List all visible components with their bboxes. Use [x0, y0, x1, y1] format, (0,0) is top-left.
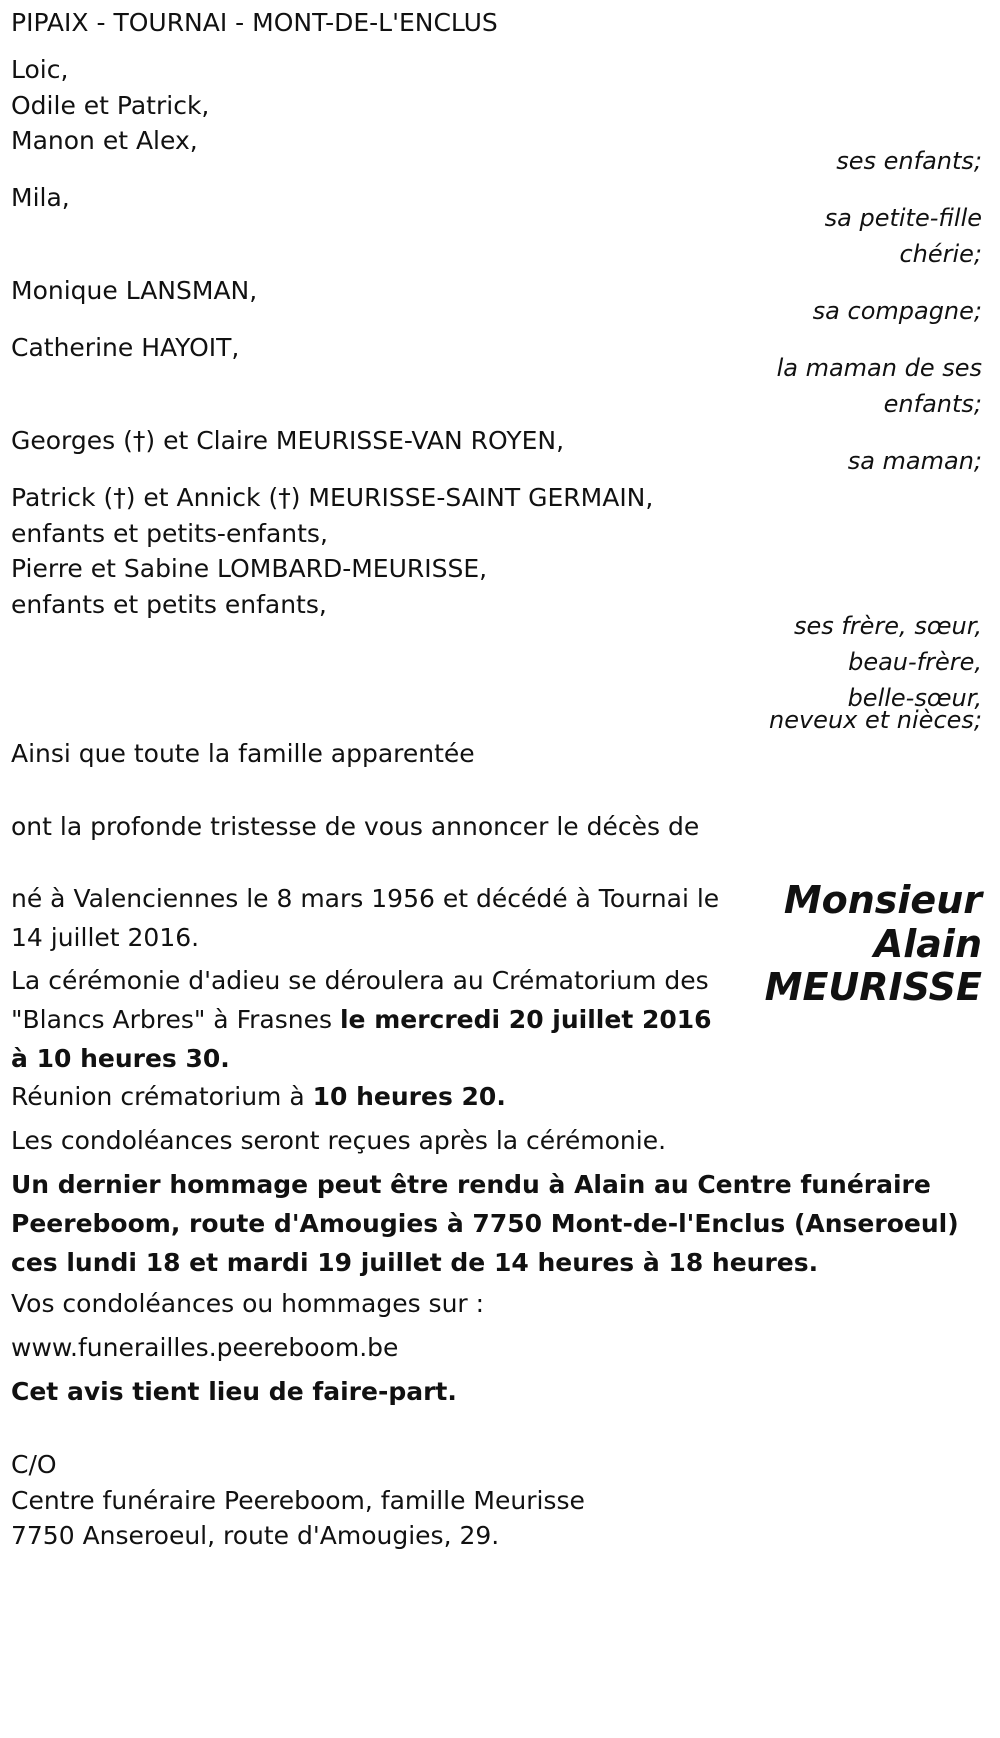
co-address-line1: Centre funéraire Peereboom, famille Meurisse	[11, 1486, 585, 1515]
relation-label: sa compagne;	[812, 297, 982, 325]
deceased-last-name: MEURISSE	[764, 965, 982, 1009]
online-label: Vos condoléances ou hommages sur :	[11, 1289, 485, 1318]
relation-label: belle-sœur,	[847, 684, 982, 712]
relation-label: chérie;	[899, 240, 982, 268]
family-name: enfants et petits-enfants,	[11, 519, 328, 548]
relation-label: neveux et nièces;	[769, 706, 982, 734]
deceased-title: Monsieur	[783, 878, 982, 922]
relation-label: sa maman;	[847, 447, 982, 475]
notice-text: Cet avis tient lieu de faire-part.	[11, 1377, 457, 1406]
family-name: Pierre et Sabine LOMBARD-MEURISSE,	[11, 554, 488, 583]
family-name: Georges (†) et Claire MEURISSE-VAN ROYEN,	[11, 426, 565, 455]
relation-label: ses frère, sœur,	[793, 612, 982, 640]
location-header: PIPAIX - TOURNAI - MONT-DE-L'ENCLUS	[11, 8, 498, 37]
ceremony-text	[11, 962, 731, 1078]
tribute-text: Un dernier hommage peut être rendu à Alain au Centre funéraire Peereboom, route d'Amougies à 7750 Mont-de-l'Enclus (Anseroeul) ces lundi 18 et mardi 19 juillet de 14 heures à 18 heures.	[11, 1170, 959, 1277]
ceremony-text-regular: La cérémonie d'adieu se déroulera au Crématorium des "Blancs Arbres" à Frasnes	[11, 966, 709, 1034]
family-name: Loic,	[11, 55, 69, 84]
co-address-line2: 7750 Anseroeul, route d'Amougies, 29.	[11, 1521, 500, 1550]
family-extra: Ainsi que toute la famille apparentée	[11, 739, 475, 768]
relation-label: enfants;	[883, 390, 982, 418]
relation-label: ses enfants;	[836, 147, 982, 175]
family-name: Odile et Patrick,	[11, 91, 210, 120]
meeting-time: 10 heures 20.	[312, 1082, 506, 1111]
condolences-text: Les condoléances seront reçues après la cérémonie.	[11, 1126, 667, 1155]
relation-label: beau-frère,	[848, 648, 982, 676]
family-name: Catherine HAYOIT,	[11, 333, 240, 362]
family-name: Patrick (†) et Annick (†) MEURISSE-SAINT GERMAIN,	[11, 483, 654, 512]
family-name: Mila,	[11, 183, 70, 212]
meeting-text	[11, 1078, 506, 1117]
announcement: ont la profonde tristesse de vous annoncer le décès de	[11, 812, 700, 841]
deceased-first-name: Alain	[873, 922, 982, 966]
family-name: enfants et petits enfants,	[11, 590, 327, 619]
relation-label: la maman de ses	[776, 354, 982, 382]
meeting-text-regular: Réunion crématorium à	[11, 1082, 313, 1111]
birth-death-text: né à Valenciennes le 8 mars 1956 et décédé à Tournai le 14 juillet 2016.	[11, 884, 720, 952]
co-label: C/O	[11, 1450, 57, 1479]
website-link[interactable]: www.funerailles.peereboom.be	[11, 1333, 399, 1362]
relation-label: sa petite-fille	[824, 204, 982, 232]
family-name: Monique LANSMAN,	[11, 276, 258, 305]
family-name: Manon et Alex,	[11, 126, 198, 155]
ceremony-date: le mercredi 20 juillet 2016 à 10 heures 30.	[11, 1004, 712, 1073]
